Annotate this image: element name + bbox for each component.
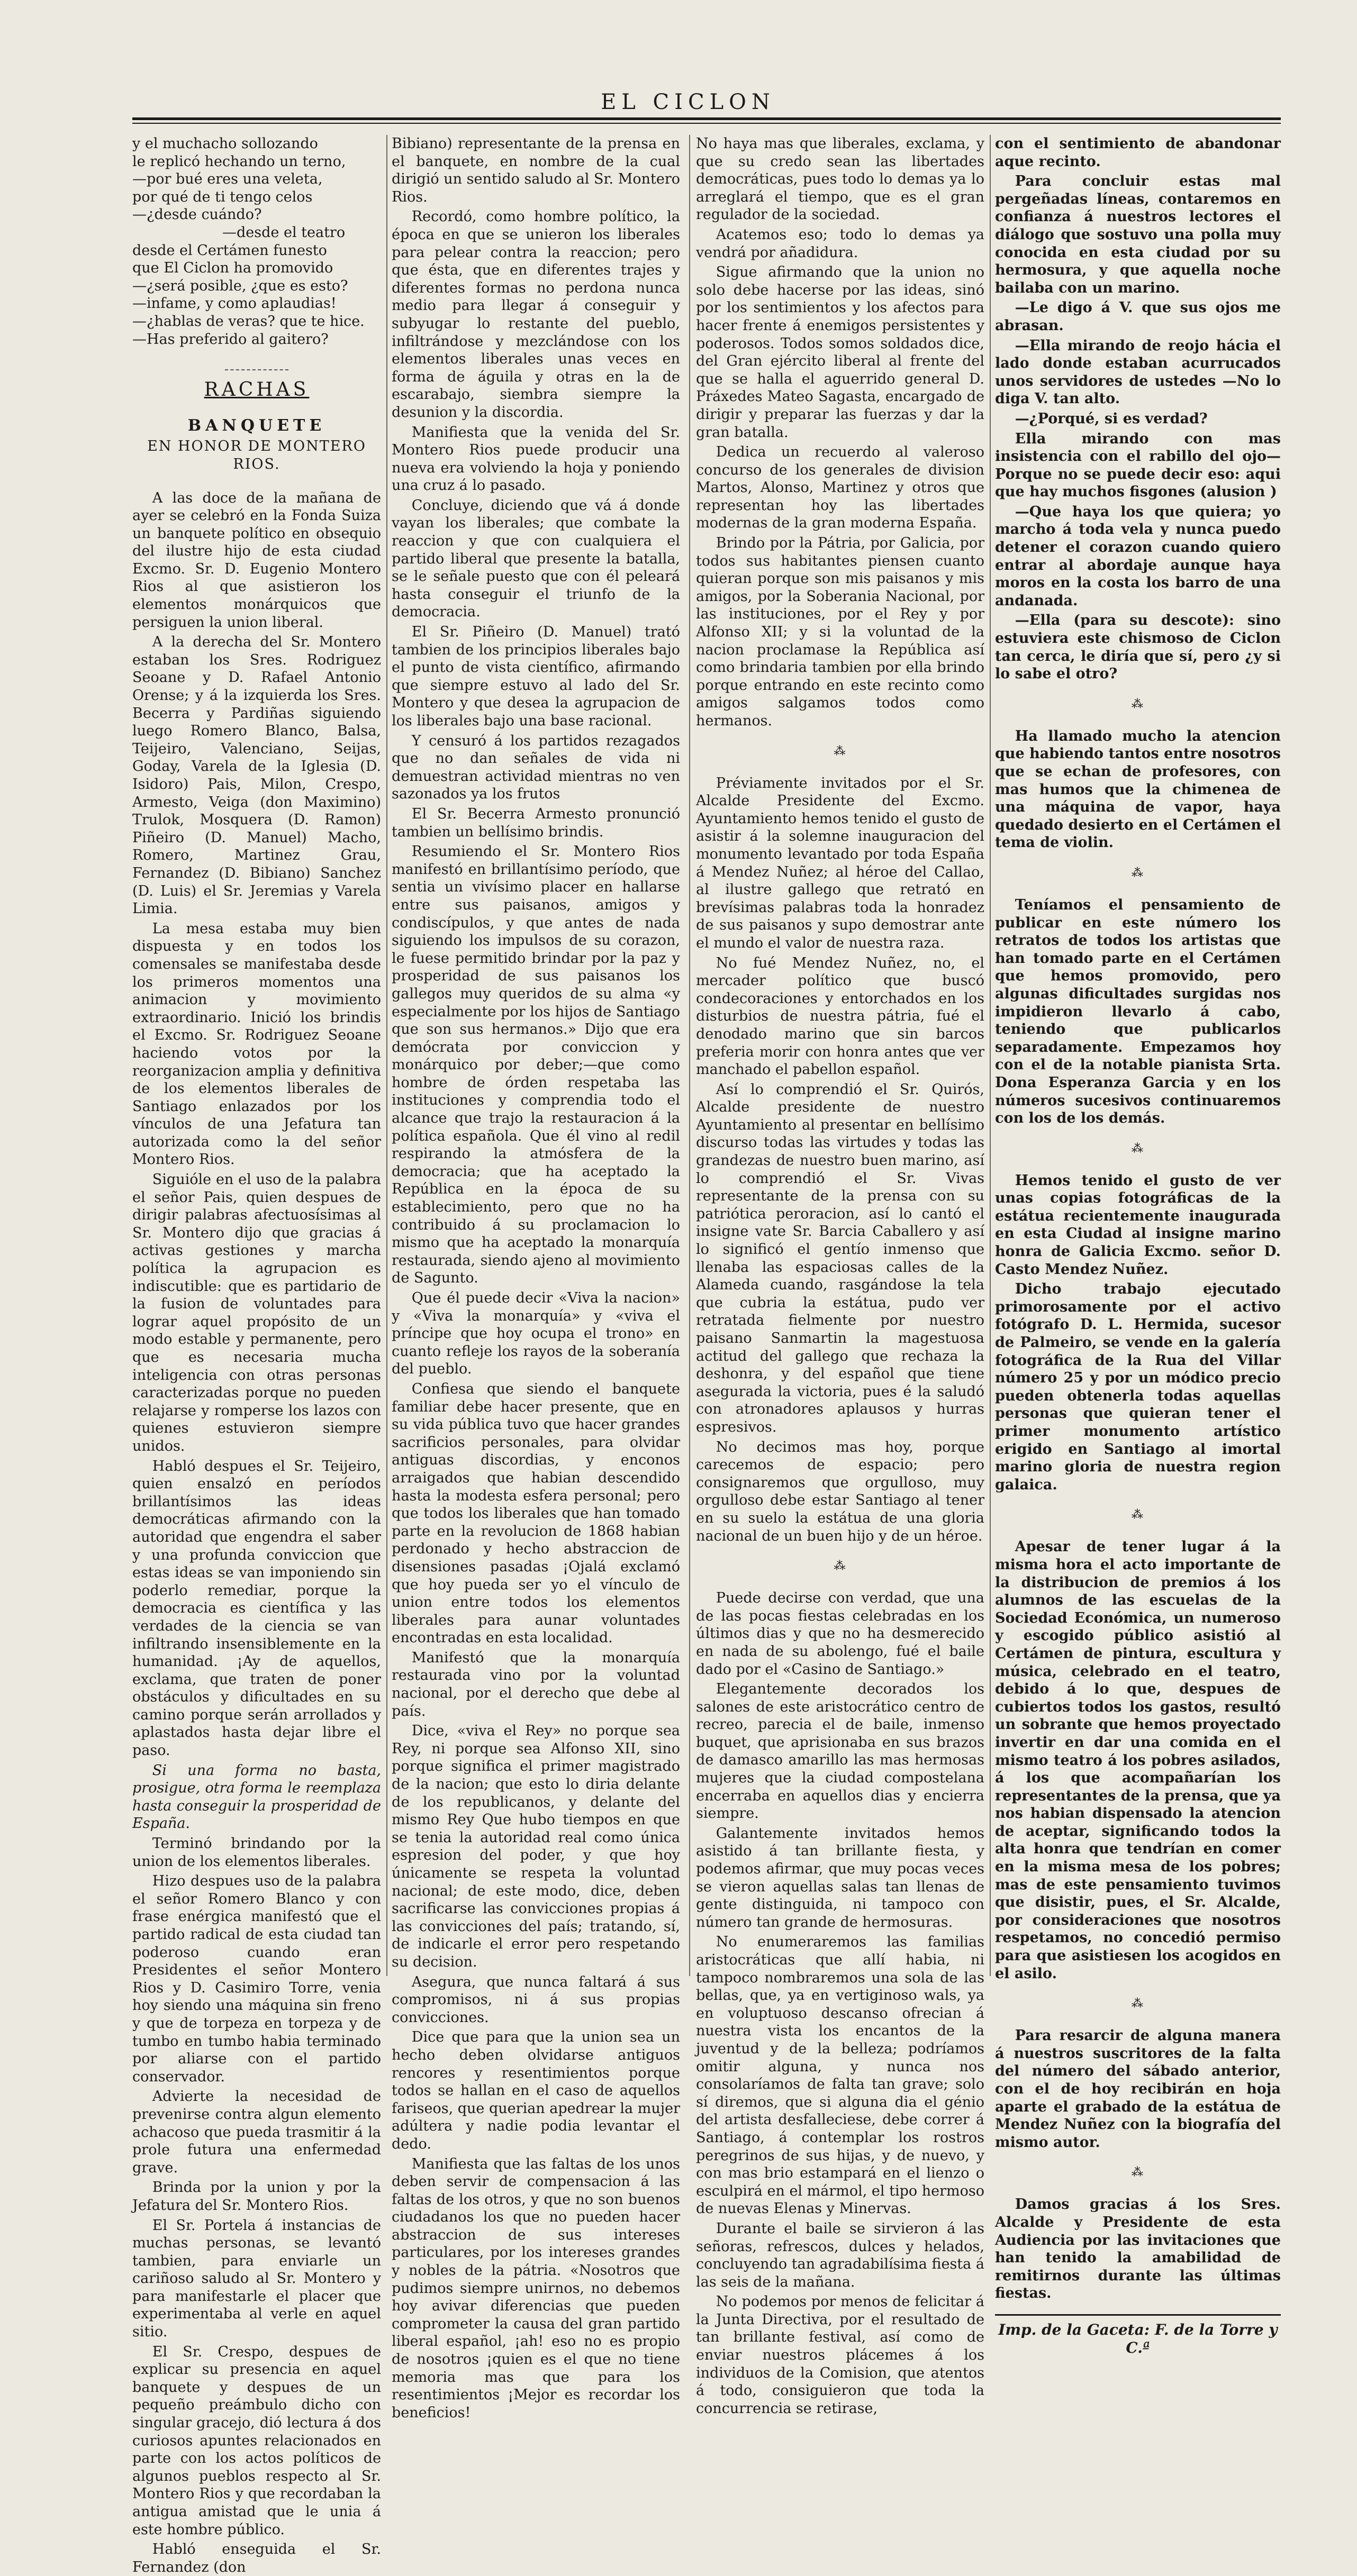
column-3 xyxy=(696,135,984,2417)
paragraph: Dedica un recuerdo al valeroso concurso de los generales de division Martos, Alonso, Martinez y otros que representan hoy las libertades modernas de la gran moderna España. xyxy=(696,444,984,532)
paragraph: —Ella (para su descote): sino estuviera este chismoso de Ciclon tan cerca, le diría que sí, pero ¿y si lo sabe el otro? xyxy=(995,612,1281,682)
paragraph: Dice que para que la union sea un hecho deben olvidarse antiguos rencores y resentimientos porque todos se hallan en el caso de aquellos fariseos, que querian apedrear la mujer adúltera y nadie podia levantar el dedo. xyxy=(392,2029,680,2152)
article-subtitle: EN HONOR DE MONTERO RIOS. xyxy=(147,438,366,472)
paragraph: Terminó brindando por la union de los elementos liberales. xyxy=(132,1835,381,1870)
section-separator: ⁂ xyxy=(834,744,847,758)
paragraph: Ha llamado mucho la atencion que habiendo tantos entre nosotros que se echan de profesores, con mas humos que la chimenea de una máquina de vapor, haya quedado desierto en el Certámen el tema de violin. xyxy=(995,727,1281,851)
paragraph: Elegantemente decorados los salones de este aristocrático centro de recreo, parecia el de baile, inmenso buquet, que aprisionaba en sus brazos de damasco amarillo las mas hermosas mujeres que la ciudad compostelana encerraba en aquellos dias y encierra siempre. xyxy=(696,1681,984,1822)
paragraph: con el sentimiento de abandonar aque recinto. xyxy=(995,135,1281,170)
paragraph: No enumeraremos las familias aristocráticas que allí habia, ni tampoco nombraremos una sola de las bellas, que, ya en vertiginoso wals, ya en voluptuoso descanso ofrecian á nuestra vista los encantos de la juventud y de la belleza; podríamos omitir alguna, y nunca nos consolaríamos de falta tan grave; solo sí diremos, que si alguna dia el génio del artista desfalleciese, debe correr á Santiago, á contemplar los rostros peregrinos de sus hijas, y de nuevo, y con mas brio estampará en el lienzo o esculpirá en el mármol, el tipo hermoso de nuevas Elenas y Minervas. xyxy=(696,1934,984,2217)
section-separator: ⁂ xyxy=(1132,1142,1144,1155)
paragraph: Dicho trabajo ejecutado primorosamente por el activo fotógrafo D. L. Hermida, sucesor de Palmeiro, se vende en la galería fotográfica de la Rua del Villar número 25 y por un módico precio pueden obtenerla todas aquellas personas que quieran tener el primer monumento artístico erigido en Santiago al imortal marino gloria de nuestra region galaica. xyxy=(995,1281,1281,1493)
paragraph: Manifestó que la monarquía restaurada vino por la voluntad nacional, por el derecho que debe al país. xyxy=(392,1649,680,1719)
paragraph: Sigue afirmando que la union no solo debe hacerse por las ideas, sinó por los sentimientos y los afectos para hacer frente á enemigos persistentes y poderosos. Todos somos soldados dice, del Gran ejército liberal al frente del que se halla el aguerrido general D. Práxedes Mateo Sagasta, encargado de dirigir y preparar las fuerzas y dar la gran batalla. xyxy=(696,264,984,441)
verse-line: desde el Certámen funesto xyxy=(132,242,327,259)
verse-line: —infame, y como aplaudias! xyxy=(132,295,337,312)
verse-line: —desde el teatro xyxy=(222,224,346,241)
paragraph: Resumiendo el Sr. Montero Rios manifestó en brillantísimo período, que sentia un vivísimo placer en hallarse entre sus paisanos, amigos y condiscípulos, y que antes de nada siguiendo los impulsos de su corazon, le fuese permitido brindar por la paz y prosperidad de sus paisanos los gallegos muy queridos de su alma «y especialmente por los hijos de Santiago que son sus hermanos.» Dijo que era demócrata por conviccion y monárquico por deber;—que como hombre de órden respetaba las instituciones y comprendia todo el alcance que trajo la restauracion á la política española. Que él vino al redil respirando la atmósfera de la democracia; que ha aceptado la República en la época de su establecimiento, pero que no ha contribuido á su proclamacion lo mismo que ha aceptado la monarquía restaurada, siendo ajeno al movimiento de Sagunto. xyxy=(392,843,680,1287)
end-rule xyxy=(995,2314,1281,2316)
paragraph: Ella mirando con mas insistencia con el rabillo del ojo—Porque no se puede decir eso: aqui que hay muchos fisgones (alusion ) xyxy=(995,430,1281,500)
column-divider xyxy=(990,135,991,1976)
paragraph: Préviamente invitados por el Sr. Alcalde Presidente del Excmo. Ayuntamiento hemos tenido el gusto de asistir á la solemne inauguracion del monumento levantado por toda España á Mendez Nuñez; al héroe del Callao, al ilustre gallego que retrató en brevísimas palabras toda la honradez de sus paisanos y supo demostrar ante el mundo el valor de nuestra raza. xyxy=(696,775,984,951)
paragraph: Brinda por la union y por la Jefatura del Sr. Montero Rios. xyxy=(132,2179,381,2214)
paragraph: Dice, «viva el Rey» no porque sea Rey, ni porque sea Alfonso XII, sino porque significa el primer magistrado de la nacion; que esto lo diria delante de los republicanos, y delante del mismo Rey Que hubo tiempos en que se tenia la autoridad real como única espresion del poder, y que hoy únicamente se respeta la voluntad nacional; de este modo, dice, deben sacrificarse las convicciones propias á las convicciones del país; tratando, sí, de indicarle el error pero respetando su decision. xyxy=(392,1723,680,1970)
section-separator: ⁂ xyxy=(1132,866,1144,880)
masthead: EL CICLON xyxy=(601,90,775,114)
paragraph: Para resarcir de alguna manera á nuestros suscritores de la falta del número del sábado anterior, con el de hoy recibirán en hoja aparte el grabado de la estátua de Mendez Nuñez con la biografía del mismo autor. xyxy=(995,2027,1281,2151)
paragraph: —¿Porqué, si es verdad? xyxy=(1015,410,1208,427)
header-rule-thin xyxy=(132,123,1281,124)
paragraph: Siguióle en el uso de la palabra el señor Pais, quien despues de dirigir palabras afectuosísimas al Sr. Montero dijo que gracias á activas gestiones y marcha política la agrupacion es indiscutible: que es partidario de la fusion de voluntades para lograr aquel propósito de un modo estable y permanente, pero que es necesaria mucha inteligencia con otras personas caracterizadas porque no pueden relajarse y romperse los lazos con quienes estuvieron siempre unidos. xyxy=(132,1171,381,1454)
section-separator: ⁂ xyxy=(1132,1997,1144,2011)
section-heading xyxy=(132,381,381,399)
verse-line: y el muchacho sollozando xyxy=(132,135,318,152)
column-divider xyxy=(386,135,387,1976)
paragraph: No fué Mendez Nuñez, no, el mercader político que buscó condecoraciones y entorchados en los disturbios de nuestra pátria, fué el denodado marino que sin barcos preferia morir con honra antes que ver manchado el pabellon español. xyxy=(696,954,984,1078)
section-separator: ⁂ xyxy=(1132,2166,1144,2180)
section-separator: ⁂ xyxy=(834,1560,847,1573)
paragraph: Recordó, como hombre político, la época en que se unieron los liberales para pelear contra la reaccion; pero que ésta, que en diferentes trajes y diferentes formas no perdona nunca medio para llegar á conseguir y subyugar lo restante del pueblo, infiltrándose y mezclándose con los elementos liberales unas veces en forma de águila y otras en la de escarabajo, siembra siempre la desunion y la discordia. xyxy=(392,208,680,421)
paragraph: Y censuró á los partidos rezagados que no dan señales de vida ni demuestran actividad mientras no ven sazonados ya los frutos xyxy=(392,732,680,803)
short-divider xyxy=(225,369,288,370)
paragraph: Habló enseguida el Sr. Fernandez (don xyxy=(132,2541,381,2575)
paragraph: Bibiano) representante de la prensa en el banquete, en nombre de la cual dirigió un sentido saludo al Sr. Montero Rios. xyxy=(392,135,680,205)
column-1 xyxy=(132,135,381,2575)
paragraph: El Sr. Piñeiro (D. Manuel) trató tambien de los principios liberales bajo el punto de vista científico, afirmando que siempre estuvo al lado del Sr. Montero y que desea la agrupacion de los liberales bajo una base racional. xyxy=(392,624,680,729)
paragraph: A las doce de la mañana de ayer se celebró en la Fonda Suiza un banquete político en obsequio del ilustre hijo de esta ciudad Excmo. Sr. D. Eugenio Montero Rios al que asistieron los elementos monárquicos que persiguen la union liberal. xyxy=(132,489,381,631)
verse-line: por qué de ti tengo celos xyxy=(132,188,313,205)
section-separator: ⁂ xyxy=(1132,697,1144,711)
poem xyxy=(132,135,381,348)
paragraph: La mesa estaba muy bien dispuesta y en todos los comensales se manifestaba desde los primeros momentos una animacion y movimiento extraordinario. Inició los brindis el Excmo. Sr. Rodriguez Seoane haciendo votos por la reorganizacion amplia y definitiva de los elementos liberales de Santiago enlazados por los vínculos de una Jefatura tan autorizada como la del señor Montero Rios. xyxy=(132,920,381,1168)
paragraph: Hemos tenido el gusto de ver unas copias fotográficas de la estátua recientemente inaugurada en esta Ciudad al insigne marino honra de Galicia Excmo. señor D. Casto Mendez Nuñez. xyxy=(995,1172,1281,1278)
paragraph: Hizo despues uso de la palabra el señor Romero Blanco y con frase enérgica manifestó que el partido radical de esta ciudad tan poderoso cuando eran Presidentes el señor Montero Rios y D. Casimiro Torre, venia hoy siendo una máquina sin freno y que de torpeza en torpeza y de tumbo en tumbo habia terminado por aliarse con el partido conservador. xyxy=(132,1873,381,2085)
paragraph: Advierte la necesidad de prevenirse contra algun elemento achacoso que pueda trasmitir á la prole futura una enfermedad grave. xyxy=(132,2088,381,2176)
paragraph: —Que haya los que quiera; yo marcho á toda vela y nunca puedo detener el corazon cuando quiero entrar al abordaje aunque haya moros en la costa los barro de una andanada. xyxy=(995,503,1281,609)
column-2 xyxy=(392,135,680,2421)
paragraph: Habló despues el Sr. Teijeiro, quien ensalzó en períodos brillantísimos las ideas democráticas afirmando con la autoridad que engendra el saber y una profunda conviccion que estas ideas se van imponiendo sin poderlo remediar, porque la democracia es científica y las verdades de la ciencia se van infiltrando insensiblemente en la humanidad. ¡Ay de aquellos, exclama, que traten de poner obstáculos y dificultades en su camino porque serán arrollados y aplastados hasta dejar libre el paso. xyxy=(132,1458,381,1759)
paragraph: Brindo por la Pátria, por Galicia, por todos sus habitantes piensen cuanto quieran porque son mis paisanos y mis amigos, por la Soberania Nacional, por las instituciones, por el Rey y por Alfonso XII; y si la voluntad de la nacion proclamase la República así como brindaria tambien por ella brindo porque entrando en este recinto como amigos salgamos todos como hermanos. xyxy=(696,535,984,729)
verse-line: —por bué eres una veleta, xyxy=(132,171,323,188)
verse-line: le replicó hechando un terno, xyxy=(132,153,346,170)
column-4 xyxy=(995,135,1281,2356)
paragraph: Manifiesta que la venida del Sr. Montero Rios puede producir una nueva era volviendo la hoja y poniendo una cruz á lo pasado. xyxy=(392,424,680,494)
paragraph: Asegura, que nunca faltará á sus compromisos, ni á sus propias convicciones. xyxy=(392,1973,680,2026)
paragraph: Durante el baile se sirvieron á las señoras, refrescos, dulces y helados, concluyendo tan agradabilísima fiesta á las seis de la mañana. xyxy=(696,2220,984,2290)
paragraph: El Sr. Crespo, despues de explicar su presencia en aquel banquete y despues de un pequeño preámbulo dicho con singular gracejo, dió lectura á dos curiosos apuntes relacionados en parte con los actos políticos de algunos pueblos respecto al Sr. Montero Rios y que recordaban la antigua amistad que le unia á este hombre público. xyxy=(132,2343,381,2538)
paragraph: —Ella mirando de reojo hácia el lado donde estaban acurrucados unos servidores de ustedes —No lo diga V. tan alto. xyxy=(995,337,1281,407)
column-divider xyxy=(689,135,690,1976)
paragraph: Teníamos el pensamiento de publicar en este número los retratos de todos los artistas que han tomado parte en el Certámen que hemos promovido, pero algunas dificultades surgidas nos impidieron llevarlo á cabo, teniendo que publicarlos separadamente. Empezamos hoy con el de la notable pianista Srta. Dona Esperanza Garcia y en los números sucesivos continuaremos con los de los demás. xyxy=(995,896,1281,1127)
paragraph: Si una forma no basta, prosigue, otra forma le reemplaza hasta conseguir la prosperidad de España. xyxy=(132,1762,381,1832)
paragraph: Puede decirse con verdad, que una de las pocas fiestas celebradas en los últimos dias y que no ha desmerecido en nada de su abolengo, fué el baile dado por el «Casino de Santiago.» xyxy=(696,1590,984,1678)
paragraph: —Le digo á V. que sus ojos me abrasan. xyxy=(995,299,1281,334)
article-title: BANQUETE xyxy=(187,416,326,435)
paragraph: No haya mas que liberales, exclama, y que su credo sean las libertades democráticas, pues todo lo demas ya lo arreglará el tiempo, que es el gran regulador de la sociedad. xyxy=(696,135,984,223)
paragraph: Acatemos eso; todo lo demas ya vendrá por añadidura. xyxy=(696,226,984,261)
header-rule xyxy=(132,117,1281,120)
verse-line: —¿desde cuándo? xyxy=(132,206,262,223)
paragraph: Que él puede decir «Viva la nacion» y «Viva la monarquía» y «viva el príncipe que hoy ocupa el trono» en cuanto refleje los rayos de la soberanía del pueblo. xyxy=(392,1290,680,1378)
verse-line: —Has preferido al gaitero? xyxy=(132,331,329,348)
paragraph: Confiesa que siendo el banquete familiar debe hacer presente, que en su vida pública tuvo que hacer grandes sacrificios personales, para olvidar antiguas discordias, y enconos arraigados que habian descendido hasta la modesta esfera personal; pero que todos los liberales que han tomado parte en la revolucion de 1868 habian perdonado y hecho abstraccion de disensiones pasadas ¡Ojalá exclamó que hoy pueda ser yo el vínculo de union entre todos los elementos liberales para aunar voluntades encontradas en esta localidad. xyxy=(392,1380,680,1646)
paragraph: Así lo comprendió el Sr. Quirós, Alcalde presidente de nuestro Ayuntamiento al presentar en bellísimo discurso todas las virtudes y todas las grandezas de nuestro buen marino, así lo comprendió el Sr. Vivas representante de la prensa con su patriótica peroracion, así lo cantó el insigne vate Sr. Barcia Caballero y así lo significó el gentío inmenso que llenaba las espaciosas calles de la Alameda cuando, rasgándose la tela que cubria la estátua, pudo ver retratada fielmente por nuestro paisano Sanmartin la magestuosa actitud del gallego que rechaza la deshonra, y del español que tiene asegurada la victoria, pues é la saludó con atronadores aplausos y hurras espresivos. xyxy=(696,1081,984,1435)
paragraph: El Sr. Becerra Armesto pronunció tambien un bellísimo brindis. xyxy=(392,805,680,840)
paragraph: Concluye, diciendo que vá á donde vayan los liberales; que combate la reaccion y que con cualquiera el partido liberal que presente la batalla, se le señale puesto que con él peleará hasta conseguir el triunfo de la democracia. xyxy=(392,497,680,621)
paragraph: Damos gracias á los Sres. Alcalde y Presidente de esta Audiencia por las invitaciones que han tenido la amabilidad de remitirnos durante las últimas fiestas. xyxy=(995,2196,1281,2302)
paragraph: No podemos por menos de felicitar á la Junta Directiva, por el resultado de tan brillante festival, así como de enviar nuestros plácemes á los individuos de la Comision, que atentos á todo, consiguieron que toda la concurrencia se retirase, xyxy=(696,2293,984,2417)
section-title: RACHAS xyxy=(204,379,310,401)
verse-line: que El Ciclon ha promovido xyxy=(132,260,333,277)
paragraph: A la derecha del Sr. Montero estaban los Sres. Rodriguez Seoane y D. Rafael Antonio Orense; y á la izquierda los Sres. Becerra y Pardiñas siguiendo luego Romero Blanco, Balsa, Teijeiro, Valenciano, Seijas, Goday, Varela de la Iglesia (D. Isidoro) Pais, Milon, Crespo, Armesto, Veiga (don Maximino) Trulok, Mosquera (D. Ramon) Piñeiro (D. Manuel) Macho, Romero, Martinez Grau, Fernandez (D. Bibiano) Sanchez (D. Luis) el Sr. Jeremias y Varela Limia. xyxy=(132,634,381,917)
paragraph: Apesar de tener lugar á la misma hora el acto importante de la distribucion de premios á los alumnos de las escuelas de la Sociedad Económica, un numeroso y escogido público asistió al Certámen de pintura, escultura y música, celebrado en el teatro, debido á lo que, despues de cubiertos todos los gastos, resultó un sobrante que hemos proyectado invertir en dar una comida en el mismo teatro á los pobres asilados, á los que acompañarían los representantes de la prensa, que ya nos habian dispensado la atencion de aceptar, significando todos la alta honra que tendrían en comer en la misma mesa de los pobres; mas de este pensamiento tuvimos que disistir, pues, el Sr. Alcalde, por consideraciones que nosotros respetamos, no concedió permiso para que asistiesen los acogidos en el asilo. xyxy=(995,1539,1281,1982)
paragraph: El Sr. Portela á instancias de muchas personas, se levantó tambien, para enviarle un cariñoso saludo al Sr. Montero y para manifestarle el placer que experimentaba al verle en aquel sitio. xyxy=(132,2217,381,2341)
paragraph: No decimos mas hoy, porque carecemos de espacio; pero consignaremos que orgulloso, muy orgulloso debe estar Santiago al tener en su suelo la estátua de una gloria nacional de un buen hijo y de un héroe. xyxy=(696,1439,984,1544)
verse-line: —¿será posible, ¿que es esto? xyxy=(132,277,348,294)
paragraph: Manifiesta que las faltas de los unos deben servir de compensacion á las faltas de los otros, y que no son buenos ciudadanos los que no pueden hacer abstraccion de sus intereses particulares, por los intereses grandes y nobles de la pátria. «Nosotros que pudimos siempre unirnos, no debemos hoy avivar diferencias que pueden comprometer la causa del gran partido liberal español, ¡ah! eso no es propio de nosotros ¡quien es el que no tiene memoria mas que para los resentimientos ¡Mejor es recordar los beneficios! xyxy=(392,2155,680,2421)
section-separator: ⁂ xyxy=(1132,1508,1144,1522)
paragraph: Para concluir estas mal pergeñadas líneas, contaremos en confianza á nuestros lectores el diálogo que sostuvo una polla muy conocida en esta ciudad por su hermosura, y que aquella noche bailaba con un marino. xyxy=(995,173,1281,296)
printer-imprint: Imp. de la Gaceta: F. de la Torre y C.ª xyxy=(998,2320,1278,2356)
verse-line: —¿hablas de veras? que te hice. xyxy=(132,313,365,330)
paragraph: Galantemente invitados hemos asistido á tan brillante fiesta, y podemos afirmar, que muy pocas veces se vieron aquellas salas tan llenas de gente distinguida, ni tampoco con número tan grande de hermosuras. xyxy=(696,1825,984,1931)
